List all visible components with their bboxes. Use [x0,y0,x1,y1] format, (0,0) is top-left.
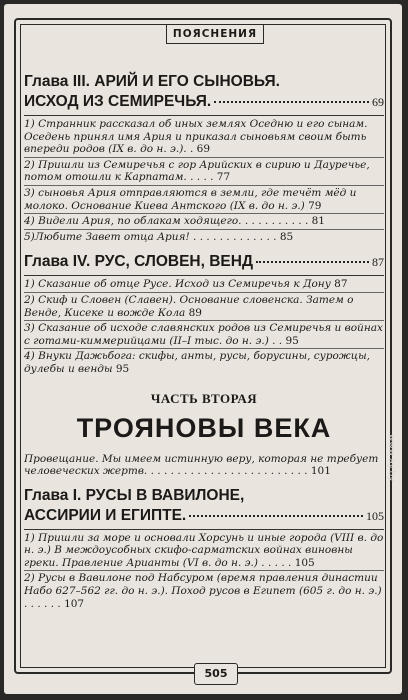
entry-text: 2) Пришли из Семиречья с гор Арийских в сирию и Дауречье, потом отошли к Карпатам. [24,158,370,184]
entry-text: 2) Русы в Вавилоне под Набсуром (время правления династии Набо 627–562 гг. до н. э.). Поход русов в Египет (605 г. до н. э.) [24,572,382,598]
entry-page: 105 [294,556,315,569]
leader-dots [189,515,363,517]
list-item [24,118,384,158]
entry-text: 2) Скиф и Словен (Славен). Основание словенска. Затем о Венде, Кисеке и вожде Кола [24,293,354,319]
entry-page: 95 [115,362,130,375]
preface: Провещание. Мы имеем истинную веру, которая не требует человеческих жертв. . . . . . . . . . . . . . . . . . . . . . . . . 101 [24,452,379,478]
chapter1-title-text1: Глава I. РУСЫ В ВАВИЛОНЕ, [24,486,245,504]
chapter4-title [24,252,384,272]
leader-dots [214,101,369,103]
chapter3-entries [24,118,384,244]
entry-text: 5)Любите Завет отца Ария! [24,230,190,243]
list-item: 2) Русы в Вавилоне под Набсуром (время правления династии Набо 627–562 гг. до н. э.). Поход русов в Египет (605 г. до н. э.) . . . . . . 107 [24,572,382,610]
chapter1-entries [24,532,384,612]
entry-page: 77 [216,171,231,184]
toc-content [24,72,384,612]
list-item: 5)Любите Завет отца Ария! . . . . . . . . . . . . . 85 [24,230,294,243]
entry-page: 69 [196,143,211,156]
entry-page: 95 [285,334,299,347]
entry-page: 89 [188,306,202,319]
entry-text: 4) Внуки Дажьбога: скифы, анты, русы, борусины, сурожцы, дулебы и венды [24,350,370,375]
entry-text: 1) Сказание об отце Русе. Исход из Семиречья к Дону [24,278,331,291]
chapter1-title-text2: АССИРИИ И ЕГИПТЕ. [24,506,187,524]
list-item [24,322,384,349]
entry-page: 81 [311,215,325,228]
entry-text: 3) сыновья Ария отправляются в земли, где течёт мёд и молоко. Основание Киева Антского (IX в. до н. э.) [24,186,357,212]
part-label: ЧАСТЬ ВТОРАЯ [150,390,258,406]
list-item [24,187,384,214]
book-page [4,4,402,694]
chapter3-title-text2: ИСХОД ИЗ СЕМИРЕЧЬЯ. [24,93,212,110]
list-item [24,278,384,293]
entry-page: 107 [64,597,85,610]
divider [24,529,384,530]
divider [24,115,384,116]
chapter3-title-line1 [24,72,384,92]
chapter1-title-line2 [24,506,384,526]
entry-text: 1) Пришли за море и основали Хорсунь и иные города (VIII в. до н. э.) В междоусобных скифо-сарматских войнах виновны греки. Правление Арианты (VI в. до н. э.) [24,531,384,569]
preface-page: 101 [310,465,331,478]
chapter3-title-text1: Глава III. АРИЙ И ЕГО СЫНОВЬЯ. [24,73,280,90]
part-title: ТРОЯНОВЫ ВЕКА [76,412,332,443]
list-item [24,350,384,376]
entry-page: 79 [308,199,322,212]
list-item [24,294,384,321]
preface-text: Провещание. Мы имеем истинную веру, которая не требует человеческих жертв. [24,452,379,478]
list-item: 4) Видели Ария, по облакам ходящего. . . . . . . . . . . 81 [24,215,384,230]
chapter4-title-text: Глава IV. РУС, СЛОВЕН, ВЕНД [24,253,253,271]
entry-page: 85 [279,230,294,243]
watermark: www.ay.by [386,434,396,482]
chapter1-title-line1 [24,486,384,506]
leader-dots [256,261,369,263]
chapter3-title-line2 [24,92,384,112]
list-item: 1) Пришли за море и основали Хорсунь и иные города (VIII в. до н. э.) В междоусобных скифо-сарматских войнах виновны греки. Правление Арианты (VI в. до н. э.) . . . . . 105 [24,532,384,572]
entry-page: 87 [334,278,348,291]
entry-text: 4) Видели Ария, по облакам ходящего. [24,215,242,228]
page-number: 505 [194,663,238,685]
divider [24,275,384,276]
chapter4-page: 87 [372,255,384,270]
chapter3-page: 69 [372,95,384,109]
entry-text: 3) Сказание об исходе славянских родов из Семиречья и войнах с готами-киммерийцами (II–I тыс. до н. э.) . . [24,322,383,347]
entry-text: 1) Странник рассказал об иных землях Оседню и его сынам. Оседень принял имя Ария и приказал сыновьям своим быть впереди родов (IX в. до н. э.). . [24,118,368,156]
running-header: ПОЯСНЕНИЯ [166,24,264,44]
chapter4-entries [24,278,384,376]
list-item: 2) Пришли из Семиречья с гор Арийских в сирию и Дауречье, потом отошли к Карпатам. . . . . 77 [24,159,384,186]
chapter1-page: 105 [366,508,384,523]
